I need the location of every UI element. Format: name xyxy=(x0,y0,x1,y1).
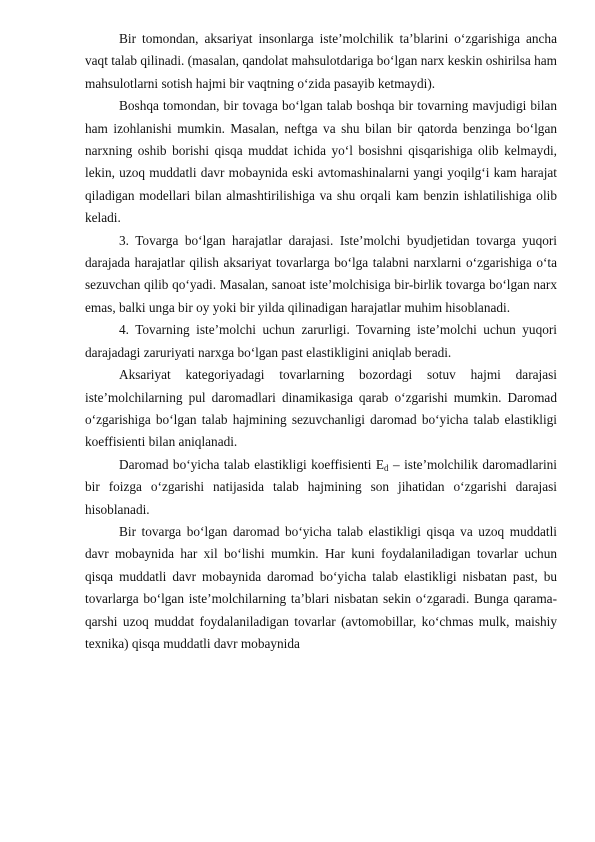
document-page xyxy=(85,28,557,655)
paragraph-2: Boshqa tomondan, bir tovaga bo‘lgan talab boshqa bir tovarning mavjudigi bilan ham izohlanishi mumkin. Masalan, neftga va shu bilan bir qatorda benzinga bo‘lgan narxning oshib borishi qisqa muddat ichida yo‘l bosishni qisqarishiga olib kelmaydi, lekin, uzoq muddatli davr mobaynida eski avtomashinalarni yangi yoqilg‘i kam harajat qiladigan modellari bilan almashtirilishiga va shu orqali kam benzin ishlatilishiga olib keladi. xyxy=(85,98,557,226)
formula-text-after: – iste’molchilik daromadlarini bir foizga o‘zgarishi natijasida talab hajmining son jihatidan o‘zgarishi darajasi hisoblanadi. xyxy=(85,456,558,517)
paragraph-5: Aksariyat kategoriyadagi tovarlarning bozordagi sotuv hajmi darajasi iste’molchilarning pul daromadlari dinamikasiga qarab o‘zgarishi mumkin. Daromad o‘zgarishiga bo‘lgan talab hajmining sezuvchanligi daromad bo‘yicha talab elastikligi koeffisienti bilan aniqlanadi. xyxy=(85,367,557,450)
paragraph-7: Bir tovarga bo‘lgan daromad bo‘yicha talab elastikligi qisqa va uzoq muddatli davr mobaynida har xil bo‘lishi mumkin. Har kuni foydalaniladigan tovarlar uchun qisqa muddatli davr mobaynida daromad bo‘yicha talab elastikligi nisbatan past, bu tovarlarga bo‘lgan iste’molchilarning ta’blari nisbatan sekin o‘zgaradi. Bunga qarama-qarshi uzoq muddat foydalaniladigan tovarlar (avtomobillar, ko‘chmas mulk, maishiy texnika) qisqa muddatli davr mobaynida xyxy=(85,523,557,651)
paragraph-6-formula xyxy=(85,454,557,521)
paragraph-3: 3. Tovarga bo‘lgan harajatlar darajasi. Iste’molchi byudjetidan tovarga yuqori darajada harajatlar qilish aksariyat tovarlarga bo‘lga talabni narxlarni o‘zgarishiga o‘ta sezuvchan qilib qo‘yadi. Masalan, sanoat iste’molchisiga bir-birlik tovarga bo‘lgan narx emas, balki unga bir oy yoki bir yilda qilinadigan harajatlar muhim hisoblanadi. xyxy=(85,232,557,315)
formula-subscript: d xyxy=(384,462,389,473)
paragraph-4: 4. Tovarning iste’molchi uchun zarurligi. Tovarning iste’molchi uchun yuqori darajadagi zaruriyati narxga bo‘lgan past elastikligini aniqlab beradi. xyxy=(85,322,557,360)
paragraph-1: Bir tomondan, aksariyat insonlarga iste’molchilik ta’blarini o‘zgarishiga ancha vaqt talab qilinadi. (masalan, qandolat mahsulotdariga bo‘lgan narx keskin oshirilsa ham mahsulotlarni sotish hajmi bir vaqtning o‘zida pasayib ketmaydi). xyxy=(85,31,557,91)
formula-text-before: Daromad bo‘yicha talab elastikligi koeffisienti E xyxy=(119,456,385,472)
